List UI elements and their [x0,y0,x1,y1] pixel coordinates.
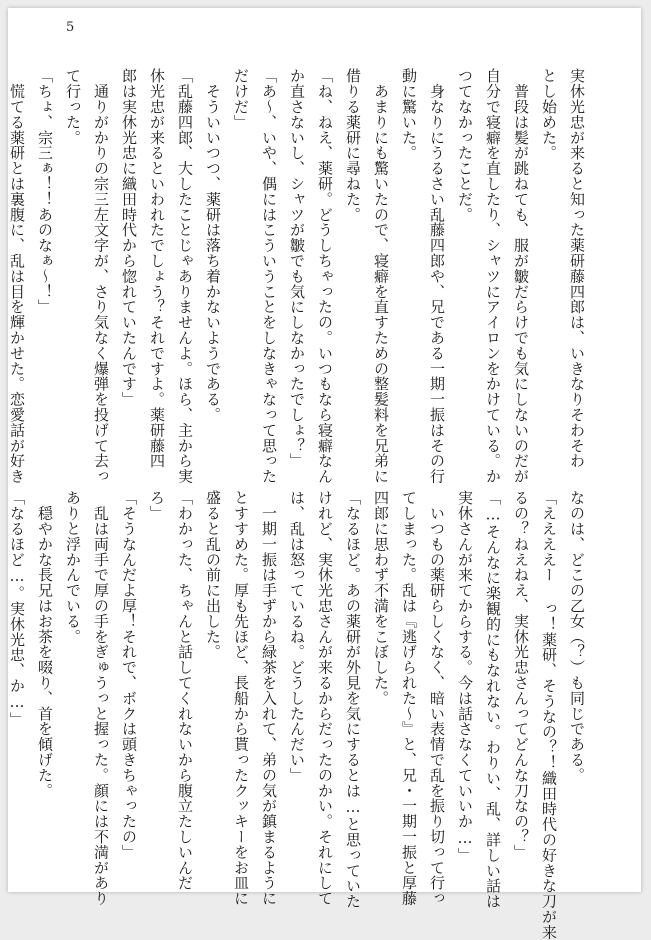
text-line: 「ええええー っ！薬研、そうなの？！織田時代の好きな刀が来 [540,490,558,940]
text-line: 「乱藤四郎、大したことじゃありませんよ。ほら、主から実 [176,68,194,484]
lower-text-block [8,490,591,940]
text-line: は、乱は怒っているね。どうしたんだい」 [288,490,306,783]
text-line: 郎は実休光忠に織田時代から惚れていたんです」 [120,68,138,407]
text-line: 四郎に思わず不満をこぼした。 [372,490,390,706]
text-line: 実休光忠が来ると知った薬研藤四郎は、いきなりそわそわ [568,68,586,469]
text-line: そういいつつ、薬研は落ち着かないようである。 [204,68,222,423]
text-line: 「ちょ、宗三ぁ！！あのなぁ～！」 [36,68,54,315]
text-line: いつもの薬研らしくなく、暗い表情で乱を振り切って行っ [428,490,446,906]
text-line: だけだ」 [232,68,250,130]
text-line: 慌てる薬研とは裏腹に、乱は目を輝かせた。恋愛話が好き [8,68,26,484]
text-line: てしまった。乱は『逃げられた～』と、兄・一期一振と厚藤 [400,490,418,906]
text-line: とすすめた。厚も先ほど、長船から貰ったクッキーをお皿に [232,490,250,906]
text-line: 盛ると乱の前に出した。 [204,490,222,660]
text-line: 「そうなんだよ厚！それで、ボクは頭きちゃったの」 [120,490,138,860]
text-line: 一期一振は手ずから緑茶を入れて、弟の気が鎮まるように [260,490,278,906]
text-line: 「あ～、いや、偶にはこういうことをしなきゃなって思った [260,68,278,484]
page-number: 5 [66,20,75,35]
text-line: けれど、実休光忠さんが来るからだったのかい。それにして [316,490,334,906]
text-line: 「…そんなに楽観的にもなれない。わりい、乱、詳しい話は [484,490,502,909]
text-line: 休光忠が来るといわれたでしょう？それですよ。薬研藤四 [148,68,166,469]
upper-text-block [8,68,591,484]
text-line: るの？ねえねえ、実休光忠さんってどんな刀なの？」 [512,490,530,860]
text-line: 「ね、ねえ、薬研。どうしちゃったの。いつもなら寝癖なん [316,68,334,484]
text-line: ありと浮かんでいる。 [64,490,82,644]
text-line: 実休さんが来てからする。今は話さなくていいか…」 [456,490,474,863]
text-line: 乱は両手で厚の手をぎゅうっと握った。顔には不満があり [92,490,110,906]
text-line: 「わかった、ちゃんと話してくれないから腹立たしいんだ [176,490,194,891]
text-line: 通りがかりの宗三左文字が、さり気なく爆弾を投げて去っ [92,68,110,484]
text-line: か直さないし、シャツが皺でも気にしなかったでしょ？」 [288,68,306,469]
text-line: 動に驚いた。 [400,68,418,161]
text-line [0,490,3,890]
text-line: 穏やかな長兄はお茶を啜り、首を傾げた。 [36,490,54,798]
text-line: 「なるほど。あの薬研が外見を気にするとは…と思っていた [344,490,362,909]
text-line: 普段は髪が跳ねても、服が皺だらけでも気にしないのだが [512,68,530,484]
text-line: とし始めた。 [540,68,558,161]
text-line: なのは、どこの乙女（？）も同じである。 [568,490,586,783]
text-line: 身なりにうるさい乱藤四郎や、兄である一期一振はその行 [428,68,446,484]
text-line: ろ」 [148,490,166,521]
text-line: 借りる薬研に尋ねた。 [344,68,362,222]
text-line: 「なるほど…。実休光忠、か…」 [8,490,26,727]
book-page [8,8,641,940]
text-line: て行った。 [64,68,82,145]
text-line: あまりにも驚いたので、寝癖を直すための整髪料を兄弟に [372,68,390,484]
text-line: 自分で寝癖を直したり、シャツにアイロンをかけている。か [484,68,502,484]
text-line: つてなかったことだ。 [456,68,474,222]
